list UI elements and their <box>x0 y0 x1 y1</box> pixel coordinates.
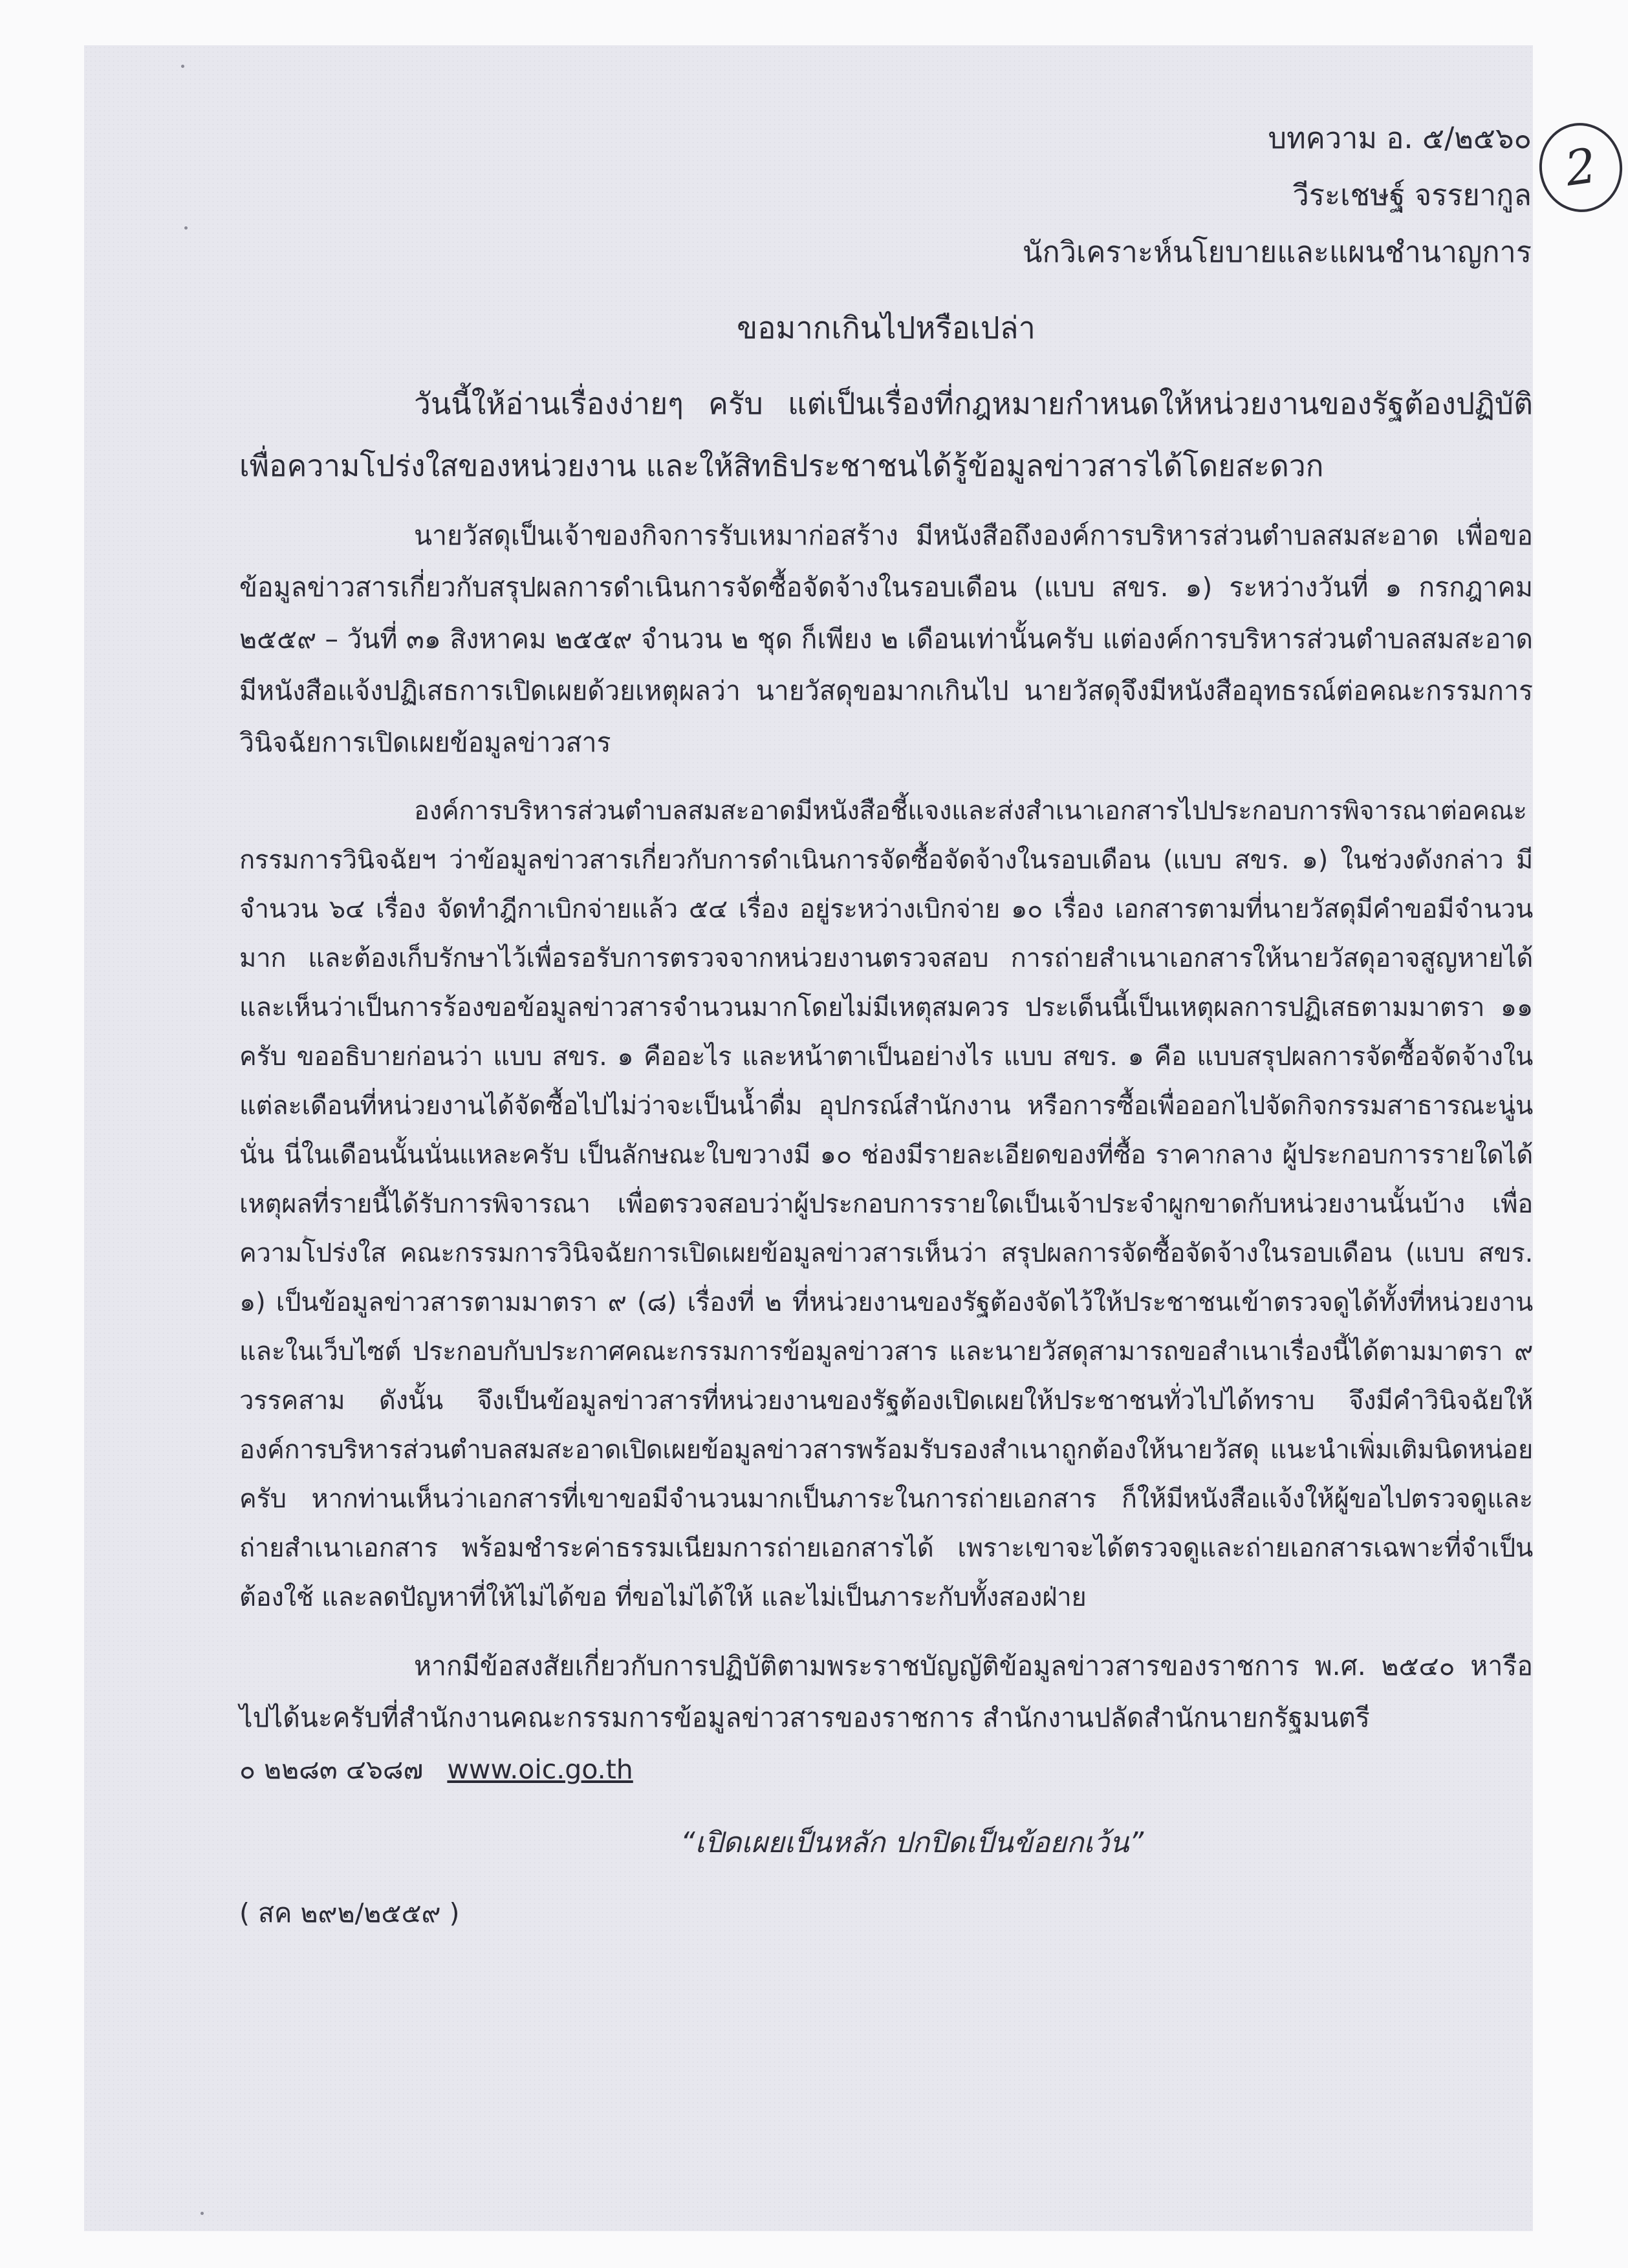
article-number: บทความ อ. ๕/๒๕๖๐ <box>1268 121 1532 155</box>
slogan: “เปิดเผยเป็นหลัก ปกปิดเป็นข้อยกเว้น” <box>680 1826 1144 1859</box>
document-body <box>239 110 1533 1941</box>
intro-paragraph: วันนี้ให้อ่านเรื่องง่ายๆ ครับ แต่เป็นเรื่องที่กฎหมายกำหนดให้หน่วยงานของรัฐต้องปฏิบัติเพื่อความโปร่งใสของหน่วยงาน และให้สิทธิประชาชนได้รู้ข้อมูลข่าวสารได้โดยสะดวก <box>239 386 1533 483</box>
scan-speck <box>201 2212 204 2215</box>
paragraph-contact: หากมีข้อสงสัยเกี่ยวกับการปฏิบัติตามพระราชบัญญัติข้อมูลข่าวสารของราชการ พ.ศ. ๒๕๔๐ หารือไปได้นะครับที่สำนักงานคณะกรรมการข้อมูลข่าวสารของราชการ สำนักงานปลัดสำนักนายกรัฐมนตรี <box>239 1650 1533 1733</box>
paragraph-request: นายวัสดุเป็นเจ้าของกิจการรับเหมาก่อสร้าง มีหนังสือถึงองค์การบริหารส่วนตำบลสมสะอาด เพื่อขอข้อมูลข่าวสารเกี่ยวกับสรุปผลการดำเนินการจัดซื้อจัดจ้างในรอบเดือน (แบบ สขร. ๑) ระหว่างวันที่ ๑ กรกฎาคม ๒๕๕๙ – วันที่ ๓๑ สิงหาคม ๒๕๕๙ จำนวน ๒ ชุด ก็เพียง ๒ เดือนเท่านั้นครับ แต่องค์การบริหารส่วนตำบลสมสะอาด มีหนังสือแจ้งปฏิเสธการเปิดเผยด้วยเหตุผลว่า นายวัสดุขอมากเกินไป นายวัสดุจึงมีหนังสืออุทธรณ์ต่อคณะกรรมการวินิจฉัยการเปิดเผยข้อมูลข่าวสาร <box>239 520 1533 758</box>
author-name: วีระเชษฐ์ จรรยากูล <box>1292 178 1532 212</box>
phone-number: ๐ ๒๒๘๓ ๔๖๘๗ <box>239 1754 424 1785</box>
handwritten-page-number <box>1534 118 1628 217</box>
article-title: ขอมากเกินไปหรือเปล่า <box>737 310 1036 346</box>
reference-code: ( สค ๒๙๒/๒๕๕๙ ) <box>239 1897 460 1928</box>
scanned-page <box>84 45 1600 2231</box>
paragraph-decision: องค์การบริหารส่วนตำบลสมสะอาดมีหนังสือชี้แจงและส่งสำเนาเอกสารไปประกอบการพิจารณาต่อคณะกรรมการวินิจฉัยฯ ว่าข้อมูลข่าวสารเกี่ยวกับการดำเนินการจัดซื้อจัดจ้างในรอบเดือน (แบบ สขร. ๑) ในช่วงดังกล่าว มีจำนวน ๖๔ เรื่อง จัดทำฎีกาเบิกจ่ายแล้ว ๕๔ เรื่อง อยู่ระหว่างเบิกจ่าย ๑๐ เรื่อง เอกสารตามที่นายวัสดุมีคำขอมีจำนวนมาก และต้องเก็บรักษาไว้เพื่อรอรับการตรวจจากหน่วยงานตรวจสอบ การถ่ายสำเนาเอกสารให้นายวัสดุอาจสูญหายได้ และเห็นว่าเป็นการร้องขอข้อมูลข่าวสารจำนวนมากโดยไม่มีเหตุสมควร ประเด็นนี้เป็นเหตุผลการปฏิเสธตามมาตรา ๑๑ ครับ ขออธิบายก่อนว่า แบบ สขร. ๑ คืออะไร และหน้าตาเป็นอย่างไร แบบ สขร. ๑ คือ แบบสรุปผลการจัดซื้อจัดจ้างในแต่ละเดือนที่หน่วยงานได้จัดซื้อไปไม่ว่าจะเป็นน้ำดื่ม อุปกรณ์สำนักงาน หรือการซื้อเพื่อออกไปจัดกิจกรรมสาธารณะนู่น นั่น นี่ในเดือนนั้นนั่นแหละครับ เป็นลักษณะใบขวางมี ๑๐ ช่องมีรายละเอียดของที่ซื้อ ราคากลาง ผู้ประกอบการรายใดได้ เหตุผลที่รายนี้ได้รับการพิจารณา เพื่อตรวจสอบว่าผู้ประกอบการรายใดเป็นเจ้าประจำผูกขาดกับหน่วยงานนั้นบ้าง เพื่อความโปร่งใส คณะกรรมการวินิจฉัยการเปิดเผยข้อมูลข่าวสารเห็นว่า สรุปผลการจัดซื้อจัดจ้างในรอบเดือน (แบบ สขร. ๑) เป็นข้อมูลข่าวสารตามมาตรา ๙ (๘) เรื่องที่ ๒ ที่หน่วยงานของรัฐต้องจัดไว้ให้ประชาชนเข้าตรวจดูได้ทั้งที่หน่วยงานและในเว็บไซต์ ประกอบกับประกาศคณะกรรมการข้อมูลข่าวสาร และนายวัสดุสามารถขอสำเนาเรื่องนี้ได้ตามมาตรา ๙ วรรคสาม ดังนั้น จึงเป็นข้อมูลข่าวสารที่หน่วยงานของรัฐต้องเปิดเผยให้ประชาชนทั่วไปได้ทราบ จึงมีคำวินิจฉัยให้องค์การบริหารส่วนตำบลสมสะอาดเปิดเผยข้อมูลข่าวสารพร้อมรับรองสำเนาถูกต้องให้นายวัสดุ แนะนำเพิ่มเติมนิดหน่อยครับ หากท่านเห็นว่าเอกสารที่เขาขอมีจำนวนมากเป็นภาระในการถ่ายเอกสาร ก็ให้มีหนังสือแจ้งให้ผู้ขอไปตรวจดูและถ่ายสำเนาเอกสาร พร้อมชำระค่าธรรมเนียมการถ่ายเอกสารได้ เพราะเขาจะได้ตรวจดูและถ่ายเอกสารเฉพาะที่จำเป็นต้องใช้ และลดปัญหาที่ให้ไม่ได้ขอ ที่ขอไม่ได้ให้ และไม่เป็นภาระกับทั้งสองฝ่าย <box>239 796 1533 1612</box>
page-number-text: 2 <box>1561 138 1600 197</box>
scan-speck <box>184 226 188 230</box>
author-position: นักวิเคราะห์นโยบายและแผนชำนาญการ <box>1022 235 1532 269</box>
scan-speck <box>181 65 184 68</box>
contact-line <box>239 1744 1533 1795</box>
website-link[interactable]: www.oic.go.th <box>447 1754 633 1785</box>
